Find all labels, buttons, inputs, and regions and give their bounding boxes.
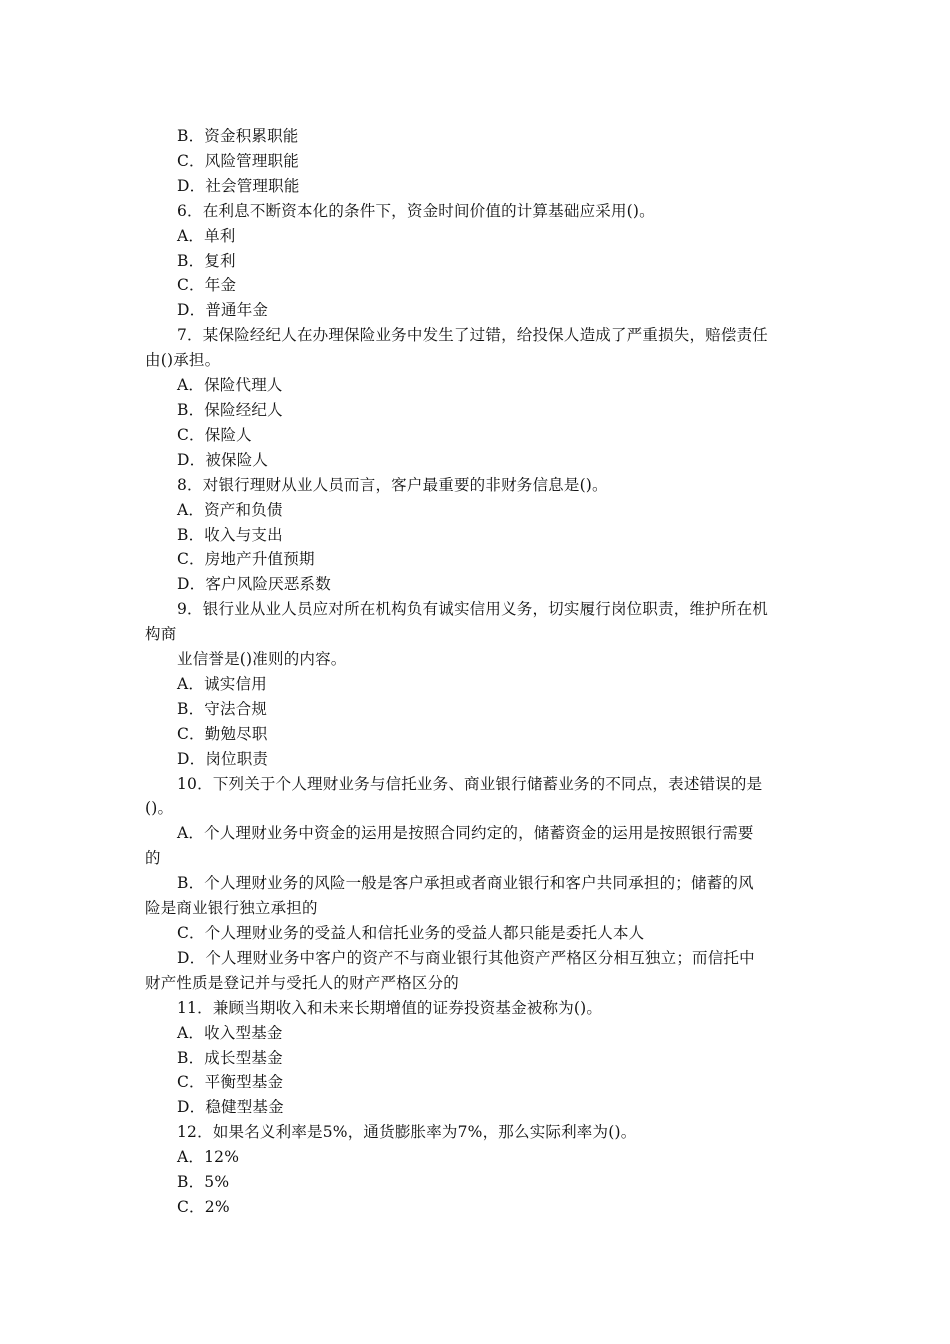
text-line: C．平衡型基金 [177,1073,284,1092]
text-line: C．年金 [177,276,237,295]
text-line: D．被保险人 [177,450,269,469]
text-line: 8．对银行理财从业人员而言，客户最重要的非财务信息是()。 [177,475,608,494]
text-line: B．保险经纪人 [177,400,283,419]
text-line: D．个人理财业务中客户的资产不与商业银行其他资产严格区分相互独立；而信托中 [177,948,755,967]
text-line: C．2% [177,1197,230,1216]
text-line: 的 [145,849,161,868]
text-line: A．个人理财业务中资金的运用是按照合同约定的，储蓄资金的运用是按照银行需要 [177,824,754,843]
text-line: A．保险代理人 [177,376,283,395]
document-body [145,124,807,1220]
text-line: B．收入与支出 [177,525,283,544]
text-line: B．5% [177,1173,230,1192]
text-line: D．社会管理职能 [177,176,300,195]
text-line: A．资产和负债 [177,500,283,519]
text-line: B．守法合规 [177,699,268,718]
text-line: C．勤勉尽职 [177,724,268,743]
text-line: ()。 [145,799,174,818]
text-line: A．收入型基金 [177,1023,283,1042]
text-line: B．成长型基金 [177,1048,283,1067]
text-line: 业信誉是()准则的内容。 [177,650,347,669]
text-line: B．复利 [177,251,236,270]
text-line: C．个人理财业务的受益人和信托业务的受益人都只能是委托人本人 [177,924,645,942]
text-line: C．房地产升值预期 [177,550,315,569]
text-line: 9．银行业从业人员应对所在机构负有诚实信用义务，切实履行岗位职责，维护所在机 [177,600,768,619]
text-line: 财产性质是登记并与受托人的财产严格区分的 [145,973,460,992]
text-line: 7．某保险经纪人在办理保险业务中发生了过错，给投保人造成了严重损失，赔偿责任 [177,326,768,345]
text-line: 12．如果名义利率是5%，通货膨胀率为7%，那么实际利率为()。 [177,1123,637,1142]
text-line: 险是商业银行独立承担的 [145,899,318,918]
text-line: C．保险人 [177,425,252,444]
text-line: 构商 [145,625,177,644]
text-line: A．12% [177,1148,240,1167]
text-line: B．资金积累职能 [177,127,299,145]
text-line: D．普通年金 [177,301,269,320]
text-line: 由()承担。 [145,351,221,370]
text-line: D．客户风险厌恶系数 [177,575,331,594]
text-line: 11．兼顾当期收入和未来长期增值的证券投资基金被称为()。 [177,998,603,1017]
text-line: B．个人理财业务的风险一般是客户承担或者商业银行和客户共同承担的；储蓄的风 [177,874,754,893]
text-line: 6．在利息不断资本化的条件下，资金时间价值的计算基础应采用()。 [177,201,655,220]
text-line: A．诚实信用 [177,674,267,693]
text-line: 10．下列关于个人理财业务与信托业务、商业银行储蓄业务的不同点，表述错误的是 [177,774,763,793]
text-line: D．稳健型基金 [177,1098,284,1117]
text-line: A．单利 [177,226,236,245]
text-line: D．岗位职责 [177,749,269,768]
text-line: C．风险管理职能 [177,151,299,170]
